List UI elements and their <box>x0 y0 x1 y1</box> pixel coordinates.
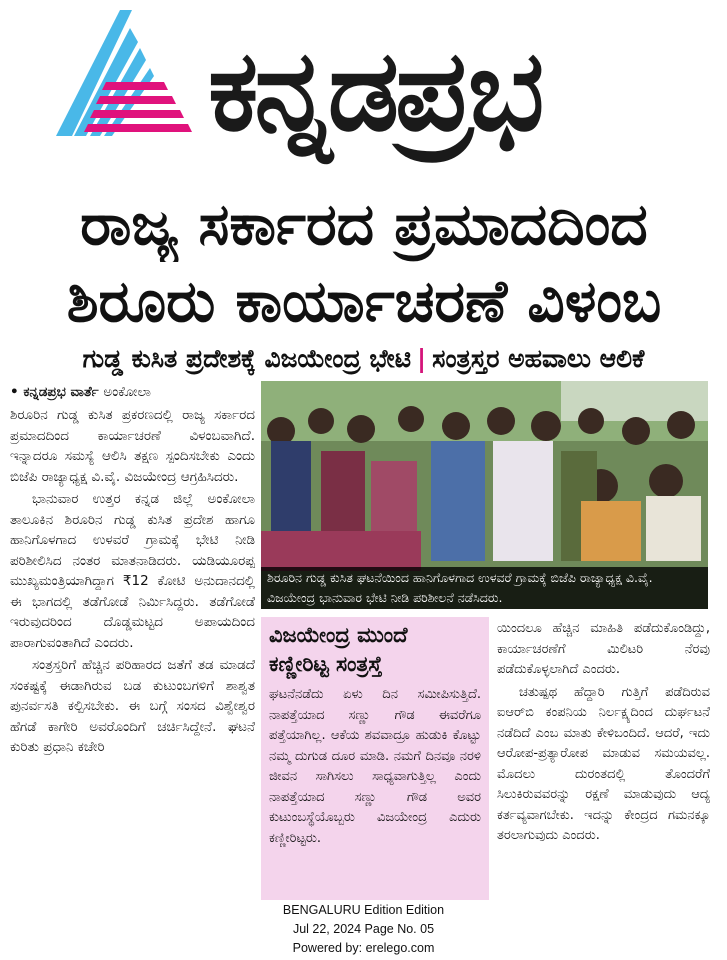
sidebar-story-title-1: ವಿಜಯೇಂದ್ರ ಮುಂದೆ <box>269 623 408 647</box>
footer-edition: BENGALURU Edition Edition <box>282 903 445 917</box>
photo-caption: ಶಿರೂರಿನ ಗುಡ್ಡ ಕುಸಿತ ಘಟನೆಯಿಂದ ಹಾನಿಗೊಳಗಾದ ಉಳವರೆ ಗ್ರಾಮಕ್ಕೆ ಬಿಜೆಪಿ ರಾಜ್ಯಾಧ್ಯಕ್ಷ ವಿ.ವೈ. ವಿಜಯೇಂದ್ರ ಭಾನುವಾರ ಭೇಟಿ ನೀಡಿ ಪರಿಶೀಲನೆ ನಡೆಸಿದರು. <box>261 567 708 609</box>
byline-place: ಅಂಕೋಲಾ <box>103 384 151 400</box>
page-footer <box>0 901 727 958</box>
article-paragraph: ಸಂತ್ರಸ್ತರಿಗೆ ಹೆಚ್ಚಿನ ಪರಿಹಾರದ ಜತೆಗೆ ತಡ ಮಾಡದೆ ಸಂಕಷ್ಟಕ್ಕೆ ಈಡಾಗಿರುವ ಬಡ ಕುಟುಂಬಗಳಿಗೆ ಶಾಶ್ವತ ಪುನರ್ವಸತಿ ಕಲ್ಪಿಸಬೇಕು. ಈ ಬಗ್ಗೆ ಸಂಸದ ವಿಶ್ವೇಶ್ವರ ಹೆಗಡೆ ಕಾಗೇರಿ ಅವರೊಂದಿಗೆ ಚರ್ಚಿಸಿದ್ದೇನೆ. ಘಟನೆ ಕುರಿತು ಪ್ರಧಾನಿ ಕಚೇರಿ <box>10 657 255 755</box>
masthead-title: ಕನ್ನಡಪ್ರಭ <box>208 26 541 156</box>
byline-bullet: • <box>10 384 19 400</box>
footer-powered-by[interactable]: Powered by: erelego.com <box>292 941 435 955</box>
sidebar-story-title-2: ಕಣ್ಣೀರಿಟ್ಟ ಸಂತ್ರಸ್ತೆ <box>269 652 383 676</box>
kannada-prabha-logo-icon <box>48 8 198 140</box>
masthead <box>0 0 727 180</box>
headline-line-1: ರಾಜ್ಯ ಸರ್ಕಾರದ ಪ್ರಮಾದದಿಂದ <box>80 190 648 258</box>
right-column <box>497 617 710 900</box>
article-paragraph: ಶಿರೂರಿನ ಗುಡ್ಡ ಕುಸಿತ ಪ್ರಕರಣದಲ್ಲಿ ರಾಜ್ಯ ಸರ್ಕಾರದ ಪ್ರಮಾದದಿಂದ ಕಾರ್ಯಾಚರಣೆ ವಿಳಂಬವಾಗಿದೆ. ಇನ್ನಾದರೂ ಸಮಸ್ಯೆ ಆಲಿಸಿ ತಕ್ಷಣ ಸ್ಪಂದಿಸಬೇಕು ಎಂದು ಬಿಜೆಪಿ ರಾಜ್ಯಾಧ್ಯಕ್ಷ ವಿ.ವೈ. ವಿಜಯೇಂದ್ರ ಆಗ್ರಹಿಸಿದರು. <box>10 407 255 485</box>
left-column <box>10 382 255 902</box>
sidebar-story-box <box>261 617 489 900</box>
article-paragraph: ಚತುಷ್ಪಥ ಹೆದ್ದಾರಿ ಗುತ್ತಿಗೆ ಪಡೆದಿರುವ ಐಆರ್‌ಬಿ ಕಂಪನಿಯ ನಿರ್ಲಕ್ಷ್ಯದಿಂದ ದುರ್ಘಟನೆ ನಡೆದಿದೆ ಎಂಬ ಮಾತು ಕೇಳಿಬಂದಿದೆ. ಆದರೆ, ಇದು ಆರೋಪ-ಪ್ರತ್ಯಾರೋಪ ಮಾಡುವ ಸಮಯವಲ್ಲ. ಮೊದಲು ದುರಂತದಲ್ಲಿ ತೊಂದರೆಗೆ ಸಿಲುಕಿರುವವರನ್ನು ರಕ್ಷಣೆ ಮಾಡುವುದು ಆದ್ಯ ಕರ್ತವ್ಯವಾಗಬೇಕು. ಇದನ್ನು ಕೇಂದ್ರದ ಗಮನಕ್ಕೂ ತರಲಾಗುವುದು ಎಂದರು. <box>497 684 710 843</box>
subheadline <box>0 338 727 380</box>
subheadline-separator: | <box>417 344 427 373</box>
subheadline-left: ಗುಡ್ಡ ಕುಸಿತ ಪ್ರದೇಶಕ್ಕೆ ವಿಜಯೇಂದ್ರ ಭೇಟಿ <box>82 344 412 373</box>
subheadline-right: ಸಂತ್ರಸ್ತರ ಅಹವಾಲು ಆಲಿಕೆ <box>432 344 645 373</box>
headline-line-2: ಶಿರೂರು ಕಾರ್ಯಾಚರಣೆ ವಿಳಂಬ <box>66 267 662 335</box>
article-paragraph: ಯಿಂದಲೂ ಹೆಚ್ಚಿನ ಮಾಹಿತಿ ಪಡೆದುಕೊಂಡಿದ್ದು, ಕಾರ್ಯಾಚರಣೆಗೆ ಮಿಲಿಟರಿ ನೆರವು ಪಡೆದುಕೊಳ್ಳಲಾಗಿದೆ ಎಂದರು. <box>497 621 710 677</box>
sidebar-story-body: ಘಟನೆನಡೆದು ಏಳು ದಿನ ಸಮೀಪಿಸುತ್ತಿದೆ. ನಾಪತ್ತೆಯಾದ ಸಣ್ಣು ಗೌಡ ಈವರೆಗೂ ಪತ್ತೆಯಾಗಿಲ್ಲ. ಆಕೆಯ ಶವವಾದ್ರೂ ಹುಡುಕಿ ಕೊಟ್ಟು ನಮ್ಮ ದುಗುಡ ದೂರ ಮಾಡಿ. ನಮಗೆ ದಿನವೂ ನರಳಿ ಜೀವನ ಸಾಗಿಸಲು ಸಾಧ್ಯವಾಗುತ್ತಿಲ್ಲ ಎಂದು ನಾಪತ್ತೆಯಾದ ಸಣ್ಣು ಗೌಡ ಅವರ ಕುಟುಂಬಸ್ಥೆಯೊಬ್ಬರು ವಿಜಯೇಂದ್ರ ಎದುರು ಕಣ್ಣೀರಿಟ್ಟರು. <box>269 687 481 846</box>
article-paragraph: ಭಾನುವಾರ ಉತ್ತರ ಕನ್ನಡ ಜಿಲ್ಲೆ ಅಂಕೋಲಾ ತಾಲೂಕಿನ ಶಿರೂರಿನ ಗುಡ್ಡ ಕುಸಿತ ಪ್ರದೇಶ ಹಾಗೂ ಹಾನಿಗೊಳಗಾದ ಉಳವರೆ ಗ್ರಾಮಕ್ಕೆ ಭೇಟಿ ನೀಡಿ ಪರಿಶೀಲಿಸಿದ ನಂತರ ಮಾತನಾಡಿದರು. ಯಡಿಯೂರಪ್ಪ ಮುಖ್ಯಮಂತ್ರಿಯಾಗಿದ್ದಾಗ ₹12 ಕೋಟಿ ಅನುದಾನದಲ್ಲಿ ಈ ಭಾಗದಲ್ಲಿ ತಡೆಗೋಡೆ ನಿರ್ಮಿಸಿದ್ದರು. ತಡೆಗೋಡೆ ಇರುವುದರಿಂದ ದೊಡ್ಡಮಟ್ಟದ ಅಪಾಯದಿಂದ ಪಾರಾಗುವಂತಾಗಿದೆ ಎಂದರು. <box>10 491 255 651</box>
byline-source: ಕನ್ನಡಪ್ರಭ ವಾರ್ತೆ <box>23 384 99 400</box>
byline <box>10 382 255 403</box>
footer-date-page: Jul 22, 2024 Page No. 05 <box>292 922 435 936</box>
